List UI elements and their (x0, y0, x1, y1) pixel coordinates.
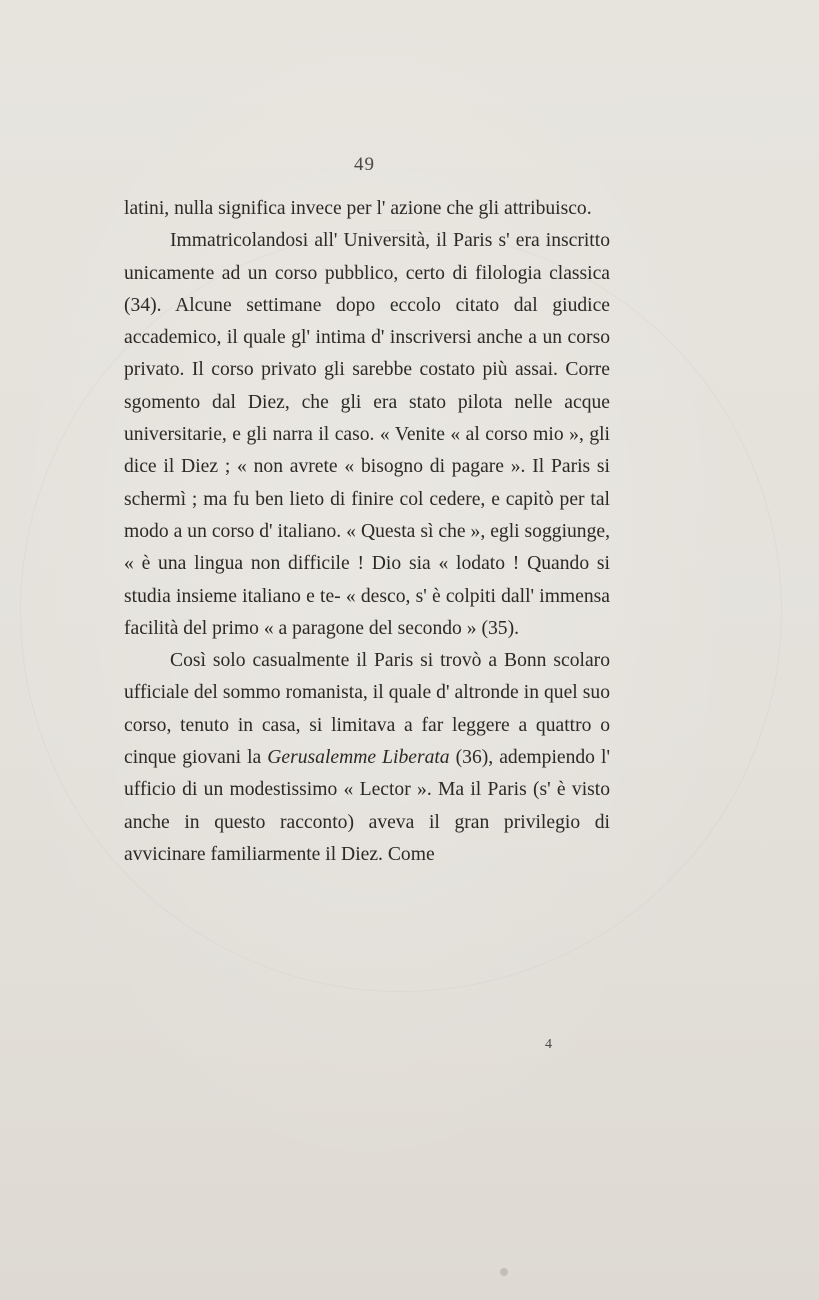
paper-spot (500, 1268, 508, 1276)
page-number: 49 (354, 154, 375, 175)
paragraph-continuation (124, 193, 610, 225)
paragraph-text: Così solo casualmente il Paris si trovò a Bonn scolaro ufficiale del sommo romanista, il quale d' altronde in quel suo corso, tenuto in casa, si limitava a far leggere a quattro o cinque giovani la (124, 650, 610, 769)
paragraph-text: (36), adempiendo l' ufficio di un modestissimo « Lector ». Ma il Paris (s' è visto anche in questo racconto) aveva il gran privilegio di avvicinare familiarmente il Diez. Come (124, 747, 610, 865)
paragraph-text: Immatricolandosi all' Università, il Paris s' era inscritto unicamente ad un corso pubblico, certo di filologia classica (34). Alcune settimane dopo eccolo citato dal giudice accademico, il quale gl' intima d' inscriversi anche a un corso privato. Il corso privato gli sarebbe costato più assai. Corre sgomento dal Diez, che gli era stato pilota nelle acque universitarie, e gli narra il caso. « Venite « al corso mio », gli dice il Diez ; « non avrete « bisogno di pagare ». Il Paris si schermì ; ma fu ben lieto di finire col cedere, e capitò per tal modo a un corso d' italiano. « Questa sì che », egli soggiunge, « è una lingua non difficile ! Dio sia « lodato ! Quando si studia insieme italiano e te- « desco, s' è colpiti dall' immensa facilità del primo « a paragone del secondo » (35). (124, 230, 610, 639)
paragraph (124, 645, 610, 871)
paragraph-text: latini, nulla significa invece per l' azione che gli attribuisco. (124, 198, 592, 219)
signature-mark: 4 (545, 1037, 552, 1052)
paragraph (124, 225, 610, 645)
book-title: Gerusalemme Liberata (267, 747, 450, 769)
body-text (124, 193, 610, 871)
